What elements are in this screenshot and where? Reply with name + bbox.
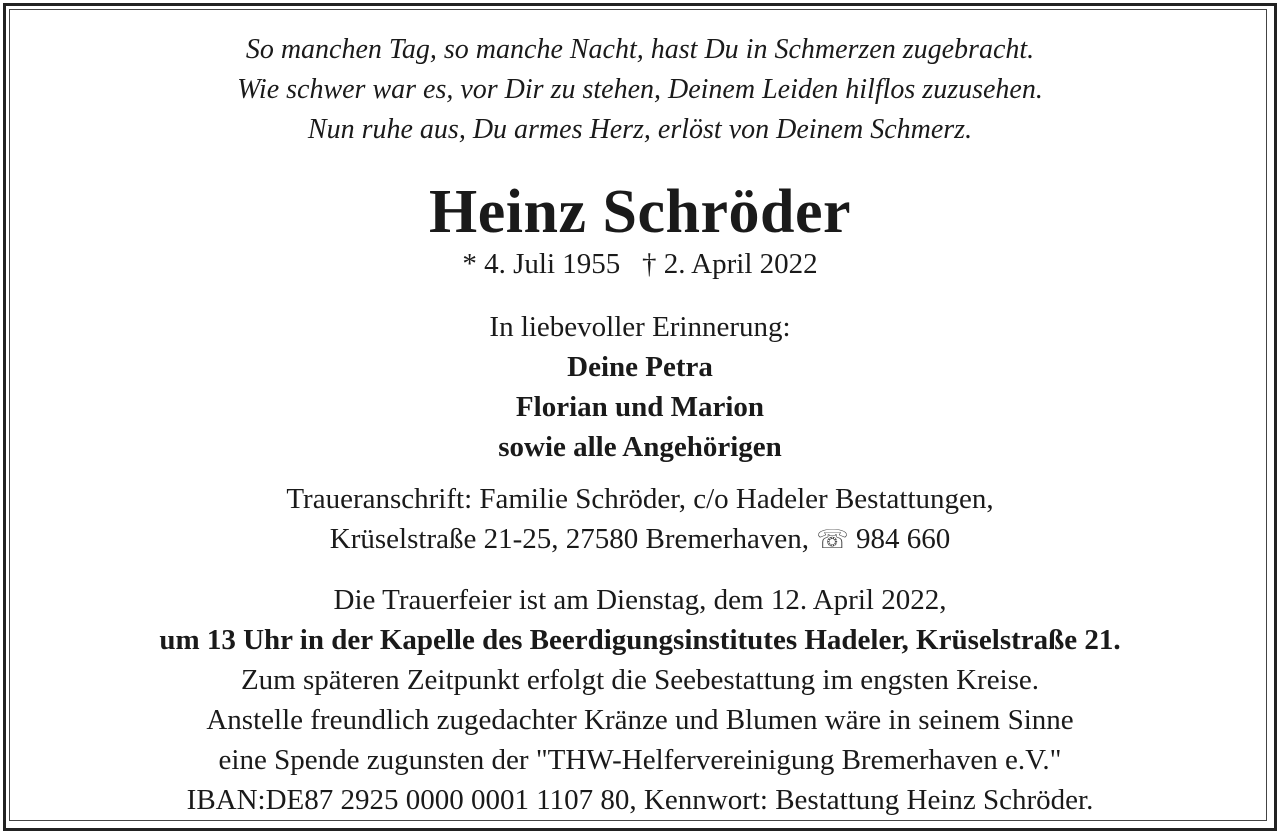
- address-line: Traueranschrift: Familie Schröder, c/o Hadeler Bestattungen,: [286, 483, 994, 515]
- memorial-verse: [0, 30, 1280, 150]
- phone-number: 984 660: [855, 523, 951, 555]
- phone-icon: ☏: [816, 525, 849, 555]
- service-time-location: um 13 Uhr in der Kapelle des Beerdigungsinstitutes Hadeler, Krüselstraße 21.: [159, 624, 1121, 656]
- mourners-block: [0, 307, 1280, 467]
- death-date: † 2. April 2022: [642, 248, 818, 280]
- service-line: eine Spende zugunsten der "THW-Helfervereinigung Bremerhaven e.V.": [218, 744, 1062, 776]
- life-dates: [0, 244, 1280, 284]
- birth-date: * 4. Juli 1955: [462, 248, 621, 280]
- mourner-name: sowie alle Angehörigen: [498, 431, 782, 463]
- verse-line: Nun ruhe aus, Du armes Herz, erlöst von Deinem Schmerz.: [307, 114, 973, 145]
- bank-details: IBAN:DE87 2925 0000 0001 1107 80, Kennwort: Bestattung Heinz Schröder.: [186, 784, 1094, 816]
- mourner-name: Florian und Marion: [515, 391, 765, 423]
- funeral-service-info: [0, 580, 1280, 820]
- service-line: Zum späteren Zeitpunkt erfolgt die Seebestattung im engsten Kreise.: [240, 664, 1040, 696]
- verse-line: Wie schwer war es, vor Dir zu stehen, Deinem Leiden hilflos zuzusehen.: [237, 74, 1043, 105]
- mourner-name: Deine Petra: [567, 351, 713, 383]
- condolence-address: [0, 479, 1280, 560]
- service-line: Anstelle freundlich zugedachter Kränze und Blumen wäre in seinem Sinne: [206, 704, 1074, 736]
- deceased-name: Heinz Schröder: [429, 178, 851, 246]
- address-street: Krüselstraße 21-25, 27580 Bremerhaven,: [329, 523, 809, 555]
- verse-line: So manchen Tag, so manche Nacht, hast Du in Schmerzen zugebracht.: [245, 34, 1035, 65]
- service-line: Die Trauerfeier ist am Dienstag, dem 12. April 2022,: [333, 584, 947, 616]
- mourners-intro: In liebevoller Erinnerung:: [489, 311, 791, 343]
- address-line: [0, 519, 1280, 560]
